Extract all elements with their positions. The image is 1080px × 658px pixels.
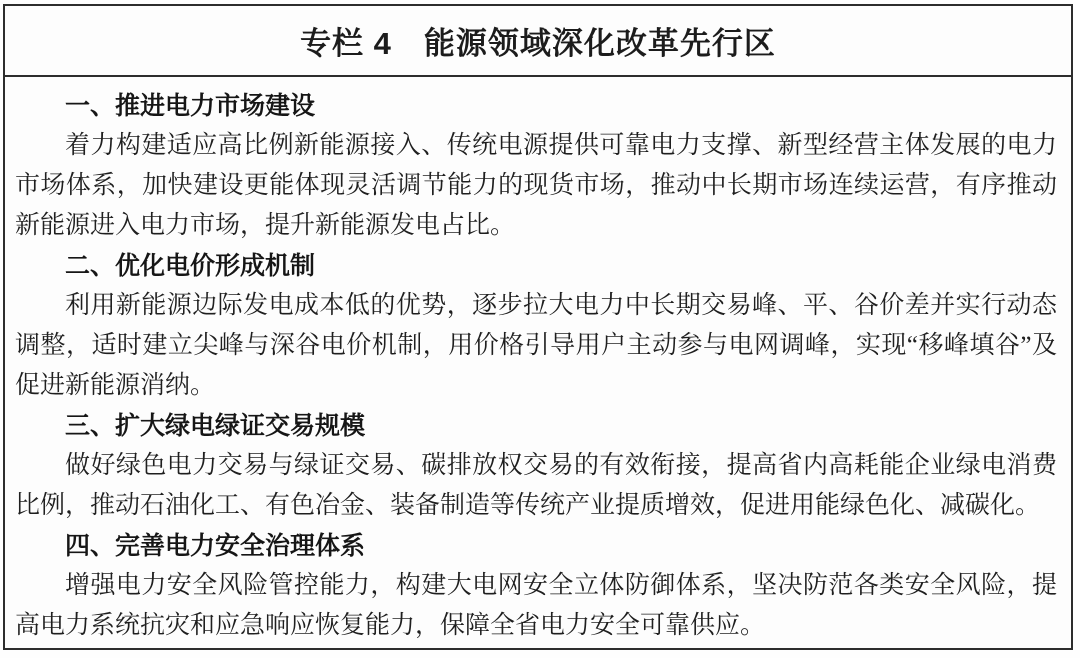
section-1-heading: 一、推进电力市场建设 <box>65 92 316 120</box>
panel-title: 专栏 4 能源领域深化改革先行区 <box>5 6 1071 77</box>
section-2-heading: 二、优化电价形成机制 <box>65 252 316 280</box>
section-4-paragraph: 增强电力安全风险管控能力，构建大电网安全立体防御体系，坚决防范各类安全风险，提高电力系统抗灾和应急响应恢复能力，保障全省电力安全可靠供应。 <box>15 572 1057 639</box>
section-3-heading: 三、扩大绿电绿证交易规模 <box>65 412 366 440</box>
section-2-paragraph: 利用新能源边际发电成本低的优势，逐步拉大电力中长期交易峰、平、谷价差并实行动态调整，适时建立尖峰与深谷电价机制，用价格引导用户主动参与电网调峰，实现“移峰填谷”及促进新能源消纳。 <box>15 292 1057 399</box>
section-4-heading: 四、完善电力安全治理体系 <box>65 532 366 560</box>
section-3-paragraph: 做好绿色电力交易与绿证交易、碳排放权交易的有效衔接，提高省内高耗能企业绿电消费比例，推动石油化工、有色冶金、装备制造等传统产业提质增效，促进用能绿色化、减碳化。 <box>15 452 1057 519</box>
policy-column-box <box>3 4 1073 650</box>
section-1-paragraph: 着力构建适应高比例新能源接入、传统电源提供可靠电力支撑、新型经营主体发展的电力市场体系，加快建设更能体现灵活调节能力的现货市场，推动中长期市场连续运营，有序推动新能源进入电力市场，提升新能源发电占比。 <box>15 132 1057 239</box>
panel-body <box>5 77 1071 646</box>
